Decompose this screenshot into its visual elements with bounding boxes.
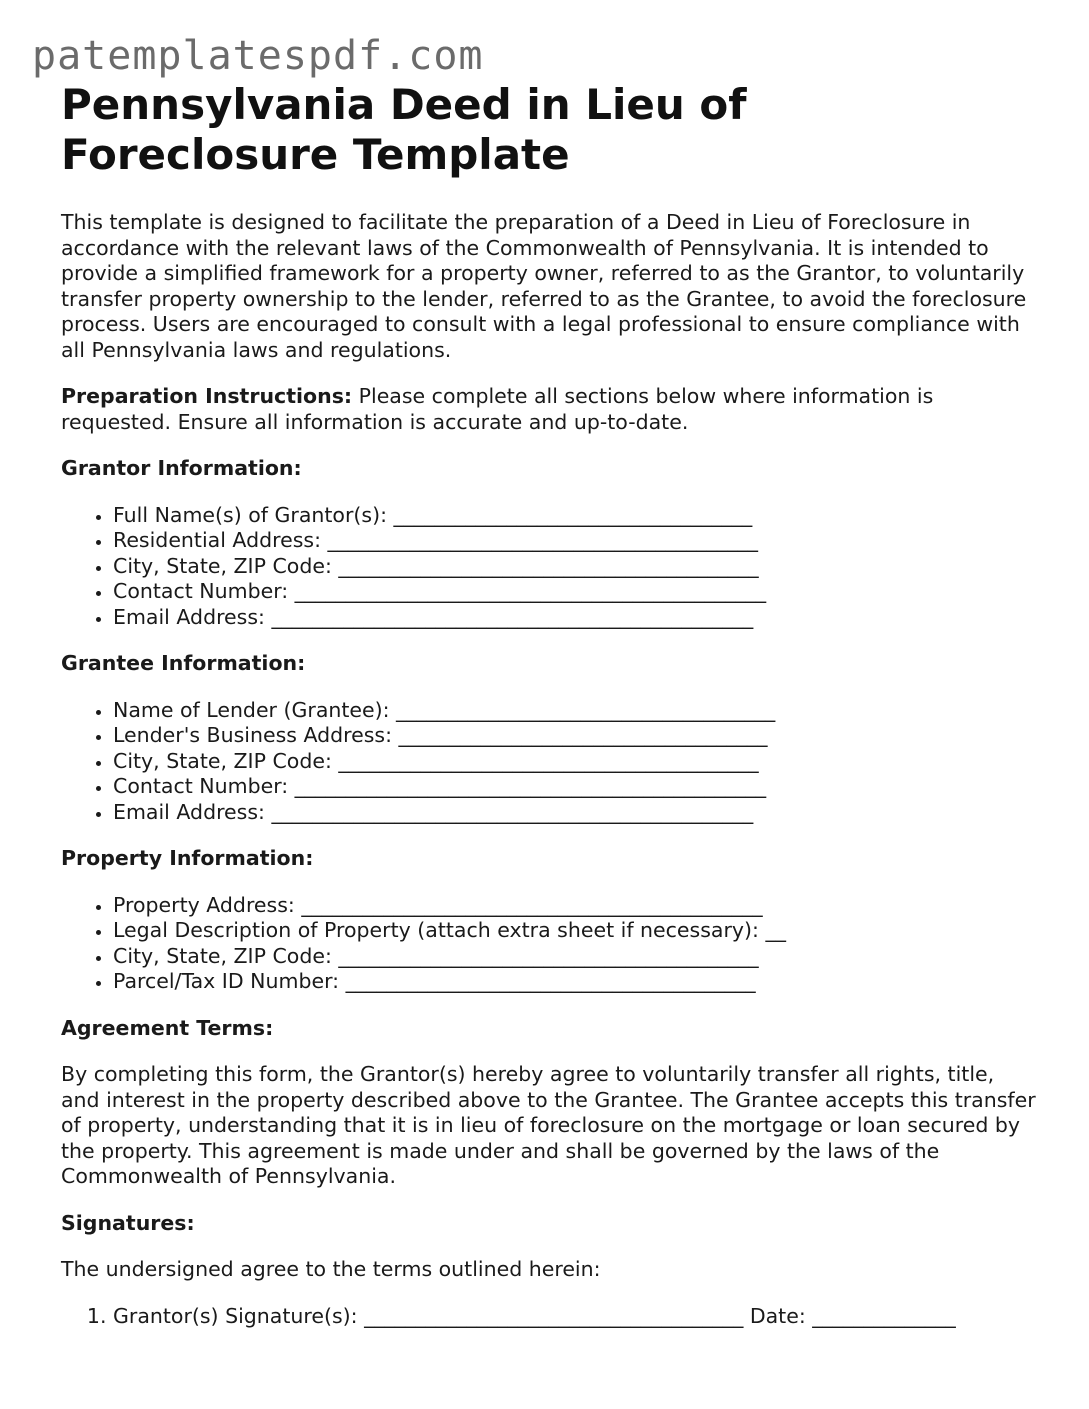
grantor-list — [61, 503, 1036, 631]
grantee-contact-number-field[interactable]: • Contact Number: ______________________________________________ — [113, 774, 1036, 800]
property-list — [61, 893, 1036, 995]
document-page — [61, 80, 1036, 1329]
agreement-heading: Agreement Terms: — [61, 1015, 274, 1040]
property-legal-description-field[interactable]: • Legal Description of Property (attach extra sheet if necessary): __ — [113, 918, 1036, 944]
page-title — [61, 80, 1036, 180]
grantor-heading: Grantor Information: — [61, 456, 302, 480]
signatures-text: The undersigned agree to the terms outlined herein: — [61, 1257, 601, 1281]
grantor-city-state-zip-field[interactable]: • City, State, ZIP Code: _________________________________________ — [113, 554, 1036, 580]
grantor-email-field[interactable]: • Email Address: _______________________________________________ — [113, 605, 1036, 631]
grantee-city-state-zip-field[interactable]: • City, State, ZIP Code: _________________________________________ — [113, 749, 1036, 775]
title-line-2: Foreclosure Template — [61, 130, 570, 179]
property-address-field[interactable]: • Property Address: _____________________________________________ — [113, 893, 1036, 919]
grantor-full-name-field[interactable]: • Full Name(s) of Grantor(s): ___________________________________ — [113, 503, 1036, 529]
signatures-list — [61, 1304, 1036, 1330]
grantee-email-field[interactable]: • Email Address: _______________________________________________ — [113, 800, 1036, 826]
grantee-list — [61, 698, 1036, 826]
property-parcel-id-field[interactable]: • Parcel/Tax ID Number: ________________________________________ — [113, 969, 1036, 995]
intro-paragraph: This template is designed to facilitate the preparation of a Deed in Lieu of Foreclosure in accordance with the relevant laws of the Commonwealth of Pennsylvania. It is intended to provide a simplified framework for a property owner, referred to as the Grantor, to voluntarily transfer property ownership to the lender, referred to as the Grantee, to avoid the foreclosure process. Users are encouraged to consult with a legal professional to ensure compliance with all Pennsylvania laws and regulations. — [61, 210, 1027, 362]
preparation-instructions — [61, 384, 1036, 435]
grantor-signature-field[interactable]: 1. Grantor(s) Signature(s): _____________________________________ Date: ______________ — [113, 1304, 1036, 1330]
grantee-heading: Grantee Information: — [61, 651, 306, 675]
grantee-lender-name-field[interactable]: • Name of Lender (Grantee): _____________________________________ — [113, 698, 1036, 724]
preparation-label: Preparation Instructions: — [61, 384, 353, 408]
signatures-heading: Signatures: — [61, 1210, 195, 1235]
agreement-text: By completing this form, the Grantor(s) hereby agree to voluntarily transfer all rights, title, and interest in the property described above to the Grantee. The Grantee accepts this transfer of property, understanding that it is in lieu of foreclosure on the mortgage or loan secured by the property. This agreement is made under and shall be governed by the laws of the Commonwealth of Pennsylvania. — [61, 1062, 1036, 1188]
watermark: patemplatespdf.com — [32, 33, 484, 79]
grantee-business-address-field[interactable]: • Lender's Business Address: ____________________________________ — [113, 723, 1036, 749]
property-heading: Property Information: — [61, 846, 314, 870]
grantor-address-field[interactable]: • Residential Address: __________________________________________ — [113, 528, 1036, 554]
title-line-1: Pennsylvania Deed in Lieu of — [61, 80, 747, 129]
grantor-contact-number-field[interactable]: • Contact Number: ______________________________________________ — [113, 579, 1036, 605]
property-city-state-zip-field[interactable]: • City, State, ZIP Code: _________________________________________ — [113, 944, 1036, 970]
preparation-text: Please complete all sections below where information is requested. Ensure all information is accurate and up-to-date. — [61, 384, 934, 434]
